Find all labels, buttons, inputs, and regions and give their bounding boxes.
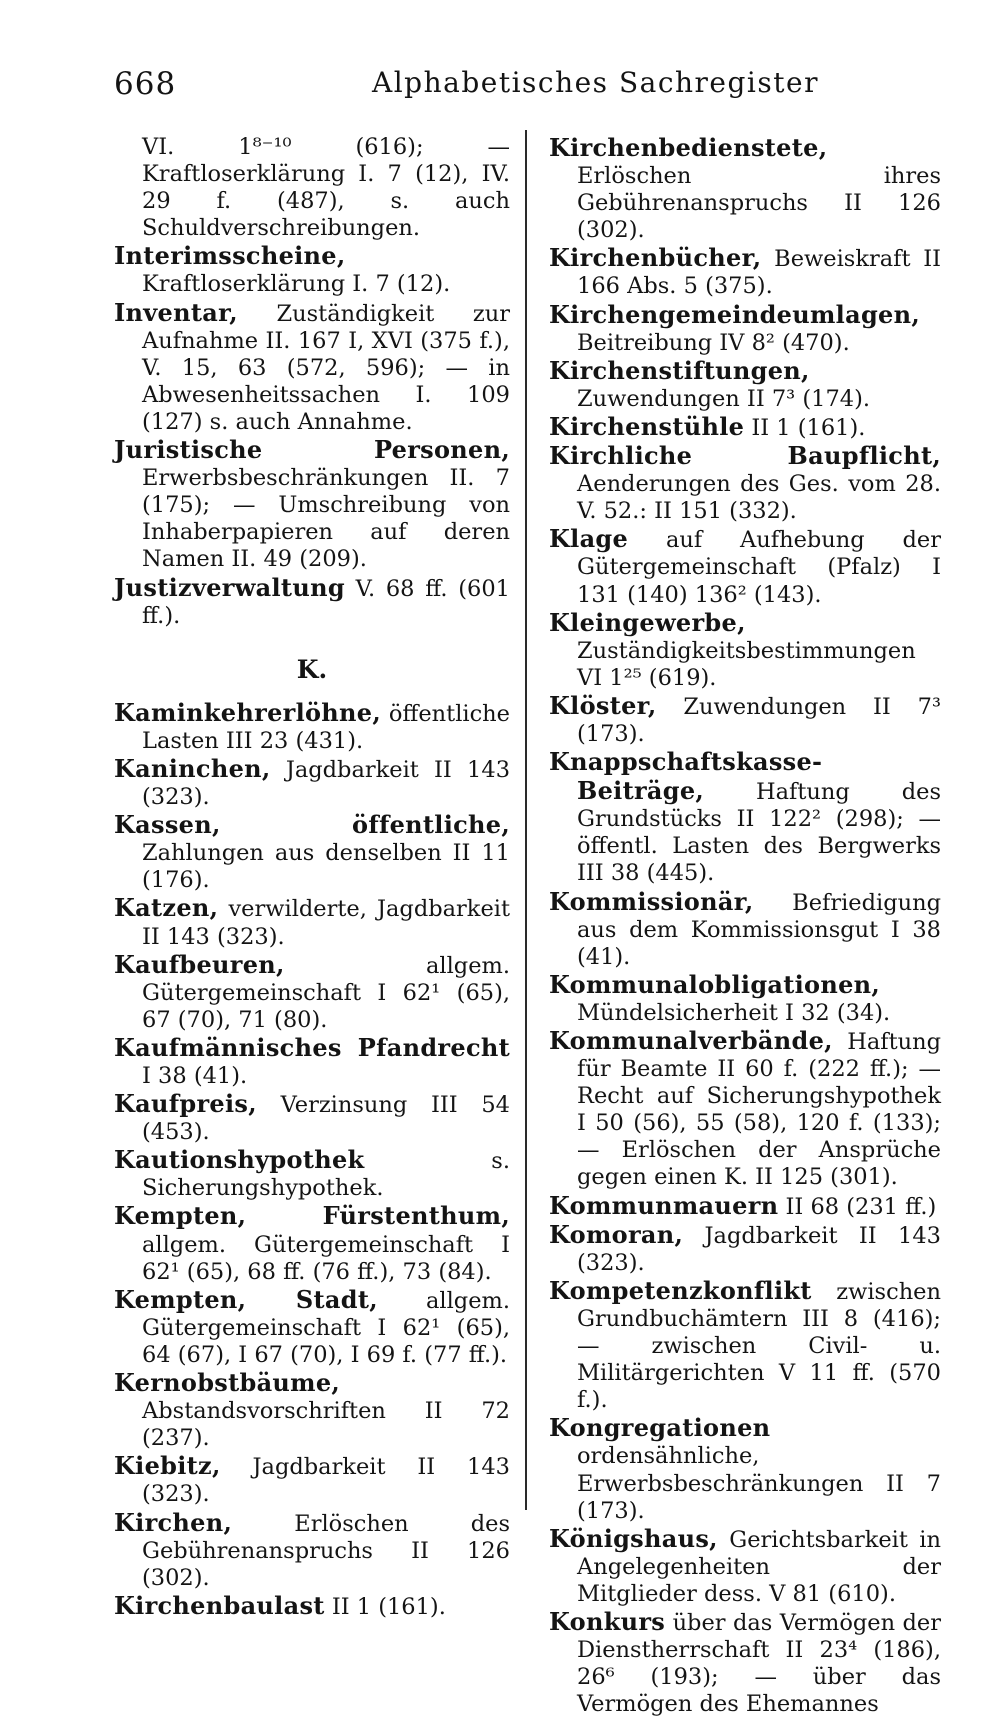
entry-headword: Kommunmauern [549, 1190, 779, 1220]
index-entry [114, 242, 510, 298]
left-column [114, 134, 510, 1621]
entry-headword: Kautionshypothek [114, 1145, 365, 1175]
index-entry [114, 951, 510, 1034]
entry-text: Zuwendungen II 7³ (174). [577, 385, 871, 412]
entry-headword: Knappschaftskasse-Beiträge, [549, 747, 823, 806]
entry-text: auf Aufhebung der Gütergemeinschaft (Pfalz) I 131 (140) 136² (143). [577, 527, 941, 608]
running-title: Alphabetisches Sachregister [372, 66, 819, 99]
entry-text: verwilderte, Jagdbarkeit II 143 (323). [142, 896, 510, 950]
entry-text: Zuwendungen II 7³ (173). [577, 693, 942, 747]
index-entry [549, 1608, 941, 1718]
left-entries-before [114, 242, 510, 629]
entry-headword: Kirchliche Baupflicht, [549, 441, 941, 471]
index-entry [549, 1221, 941, 1277]
entry-text: Haftung für Beamte II 60 f. (222 ff.); — Recht auf Sicherungshypothek I 50 (56), 55 (58), 120 f. (133); — Erlöschen der Ansprüche gegen einen K. II 125 (301). [577, 1029, 941, 1191]
continuation-text: VI. 1⁸⁻¹⁰ (616); — Kraftloserklärung I. 7 (12), IV. 29 f. (487), s. auch Schuldverschreibungen. [142, 134, 510, 242]
index-entry [114, 1452, 510, 1508]
entry-text: Jagdbarkeit II 143 (323). [577, 1222, 941, 1276]
entry-headword: Kommunalverbände, [549, 1026, 833, 1055]
entry-headword: Kaufpreis, [114, 1089, 257, 1119]
entry-headword: Kirchenstühle [549, 411, 745, 441]
entry-text: Zuständigkeitsbestimmungen VI 1²⁵ (619). [577, 637, 916, 691]
entry-headword: Kempten, Stadt, [114, 1284, 378, 1314]
entry-headword: Juristische Personen, [114, 435, 510, 465]
entry-headword: Kongregationen [549, 1413, 771, 1443]
entry-text: allgem. Gütergemeinschaft I 62¹ (65), 67 (70), 71 (80). [142, 952, 510, 1033]
entry-text: Mündelsicherheit I 32 (34). [577, 999, 891, 1026]
entry-text: II 1 (161). [331, 1593, 446, 1620]
entry-headword: Kirchenstiftungen, [549, 355, 810, 385]
entry-text: ordensähnliche, Erwerbsbeschränkungen II 7 (173). [577, 1443, 941, 1524]
index-entry [549, 244, 941, 300]
index-entry [114, 894, 510, 950]
index-entry [549, 134, 941, 244]
index-entry [549, 748, 941, 887]
entry-headword: Kommissionär, [549, 886, 754, 916]
left-entries-after [114, 699, 510, 1621]
index-entry [114, 755, 510, 811]
section-letter: K. [296, 654, 328, 684]
entry-headword: Komoran, [549, 1219, 684, 1249]
index-entry [114, 299, 510, 436]
index-entry [549, 1414, 941, 1524]
entry-text: Zahlungen aus denselben II 11 (176). [142, 840, 510, 894]
entry-headword: Kirchenbücher, [549, 243, 762, 273]
entry-text: Beitreibung IV 8² (470). [577, 329, 850, 356]
index-entry [114, 1090, 510, 1146]
entry-headword: Justizverwaltung [114, 572, 345, 602]
entry-text: Jagdbarkeit II 143 (323). [142, 1454, 511, 1508]
index-entry [114, 574, 510, 630]
index-entry [114, 436, 510, 573]
entry-text: Aenderungen des Ges. vom 28. V. 52.: II 151 (332). [577, 471, 941, 525]
entry-headword: Kaufbeuren, [114, 949, 285, 979]
right-entries [549, 134, 941, 1718]
index-entry [549, 301, 941, 357]
index-entry [114, 1509, 510, 1592]
entry-text: Jagdbarkeit II 143 (323). [142, 756, 511, 811]
entry-text: Kraftloserklärung I. 7 (12). [142, 271, 451, 298]
entry-text: Haftung des Grundstücks II 122² (298); — öffentl. Lasten des Bergwerks III 38 (445). [577, 779, 941, 887]
entry-text: allgem. Gütergemeinschaft I 62¹ (65), 64 (67), I 67 (70), I 69 f. (77 ff.). [142, 1287, 510, 1368]
entry-headword: Königshaus, [549, 1523, 718, 1553]
index-entry [549, 413, 941, 442]
entry-text: zwischen Grundbuchämtern III 8 (416); — zwischen Civil- u. Militärgerichten V 11 ff. (570 f.). [577, 1278, 941, 1414]
index-entry [114, 1202, 510, 1285]
index-entry [114, 811, 510, 894]
entry-headword: Kirchenbaulast [114, 1590, 325, 1620]
right-column [549, 134, 941, 1718]
index-entry [549, 609, 941, 692]
entry-headword: Interimsscheine, [114, 241, 346, 271]
index-entry [549, 1192, 941, 1221]
entry-text: Erlöschen des Gebührenanspruchs II 126 (302). [142, 1510, 510, 1591]
entry-text: Abstandsvorschriften II 72 (237). [142, 1398, 510, 1452]
index-entry [549, 888, 941, 971]
index-entry [549, 971, 941, 1027]
entry-text: öffentliche Lasten III 23 (431). [142, 700, 510, 754]
index-entry [114, 1286, 510, 1369]
entry-headword: Kassen, öffentliche, [114, 810, 510, 840]
entry-text: über das Vermögen der Dienstherrschaft II 23⁴ (186), 26⁶ (193); — über das Vermögen des Ehemannes [577, 1609, 941, 1718]
index-entry [114, 1369, 510, 1452]
entry-text: I 38 (41). [142, 1063, 248, 1089]
entry-headword: Katzen, [114, 893, 219, 923]
page-number: 668 [114, 66, 177, 102]
entry-headword: Kernobstbäume, [114, 1368, 341, 1398]
index-entry [114, 1146, 510, 1202]
entry-text: Gerichtsbarkeit in Angelegenheiten der Mitglieder dess. V 81 (610). [577, 1526, 941, 1607]
entry-headword: Kirchen, [114, 1507, 233, 1537]
entry-text: II 1 (161). [751, 414, 866, 441]
entry-text: II 68 (231 ff.) [785, 1193, 937, 1220]
entry-text: Erwerbsbeschränkungen II. 7 (175); — Umschreibung von Inhaberpapieren auf deren Namen II. 49 (209). [142, 465, 510, 573]
entry-headword: Klöster, [549, 690, 657, 720]
index-entry [114, 1592, 510, 1621]
page-header [114, 66, 920, 114]
index-entry [549, 1525, 941, 1608]
entry-text: Befriedigung aus dem Kommissionsgut I 38 (41). [577, 889, 941, 970]
index-entry [114, 699, 510, 755]
entry-headword: Kirchengemeindeumlagen, [549, 299, 921, 329]
index-entry [549, 442, 941, 525]
entry-text: allgem. Gütergemeinschaft I 62¹ (65), 68 ff. (76 ff.), 73 (84). [142, 1231, 510, 1285]
index-entry [549, 692, 941, 748]
entry-headword: Kempten, Fürstenthum, [114, 1201, 510, 1231]
entry-headword: Kiebitz, [114, 1451, 221, 1481]
entry-headword: Kaninchen, [114, 753, 271, 783]
entry-text: Verzinsung III 54 (453). [142, 1092, 510, 1146]
index-entry [549, 525, 941, 608]
column-divider [525, 130, 527, 1510]
entry-text: Erlöschen ihres Gebührenanspruchs II 126 (302). [577, 163, 941, 244]
index-entry [549, 357, 941, 413]
entry-headword: Kleingewerbe, [549, 607, 746, 637]
index-entry [114, 1034, 510, 1090]
entry-text: s. Sicherungshypothek. [142, 1148, 510, 1202]
entry-headword: Kommunalobligationen, [549, 969, 881, 999]
entry-headword: Konkurs [549, 1606, 666, 1636]
entry-headword: Kaufmännisches Pfandrecht [114, 1032, 510, 1062]
entry-headword: Kaminkehrerlöhne, [114, 697, 382, 727]
entry-text: Zuständigkeit zur Aufnahme II. 167 I, XVI (375 f.), V. 15, 63 (572, 596); — in Abwesenheitssachen I. 109 (127) s. auch Annahme. [142, 300, 510, 435]
entry-text: Beweiskraft II 166 Abs. 5 (375). [577, 246, 941, 300]
entry-headword: Klage [549, 524, 629, 554]
index-entry [549, 1277, 941, 1414]
entry-headword: Kompetenzkonflikt [549, 1275, 812, 1305]
entry-text: V. 68 ff. (601 ff.). [142, 575, 510, 629]
entry-headword: Kirchenbedienstete, [549, 133, 828, 162]
entry-headword: Inventar, [114, 297, 238, 327]
index-entry [549, 1027, 941, 1192]
